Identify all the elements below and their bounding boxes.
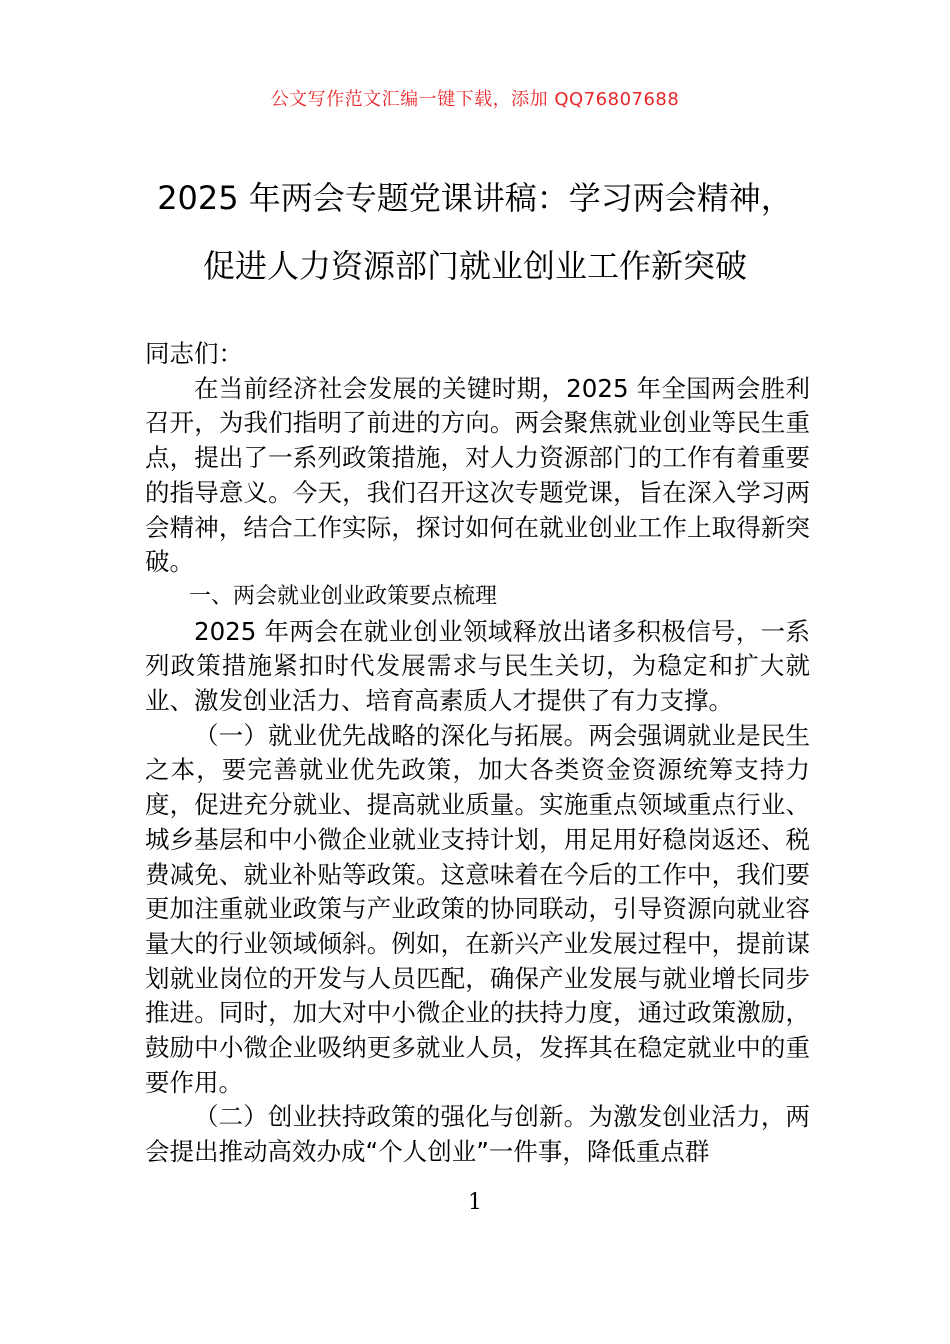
- section-heading-1: 一、两会就业创业政策要点梳理: [189, 583, 498, 609]
- promo-header-note: 公文写作范文汇编一键下载，添加 QQ76807688: [270, 89, 680, 110]
- page-number: 1: [468, 1190, 482, 1215]
- document-title-line-1: 2025 年两会专题党课讲稿：学习两会精神，: [157, 179, 793, 217]
- document-title-line-2: 促进人力资源部门就业创业工作新突破: [202, 247, 747, 285]
- document-body: [145, 337, 810, 1170]
- paragraph-intro: 在当前经济社会发展的关键时期，2025 年全国两会胜利召开，为我们指明了前进的方向。两会聚焦就业创业等民生重点，提出了一系列政策措施，对人力资源部门的工作有着重要的指导意义。今天，我们召开这次专题党课，旨在深入学习两会精神，结合工作实际，探讨如何在就业创业工作上取得新突破。: [145, 373, 810, 577]
- paragraph-section-1-intro: 2025 年两会在就业创业领域释放出诸多积极信号，一系列政策措施紧扣时代发展需求与民生关切，为稳定和扩大就业、激发创业活力、培育高素质人才提供了有力支撑。: [145, 616, 810, 716]
- greeting: 同志们：: [145, 339, 243, 368]
- paragraph-subsection-2: （二）创业扶持政策的强化与创新。为激发创业活力，两会提出推动高效办成“个人创业”一件事，降低重点群: [145, 1102, 810, 1167]
- paragraph-subsection-1: （一）就业优先战略的深化与拓展。两会强调就业是民生之本，要完善就业优先政策，加大各类资金资源统筹支持力度，促进充分就业、提高就业质量。实施重点领域重点行业、城乡基层和中小微企业就业支持计划，用足用好稳岗返还、税费减免、就业补贴等政策。这意味着在今后的工作中，我们要更加注重就业政策与产业政策的协同联动，引导资源向就业容量大的行业领域倾斜。例如，在新兴产业发展过程中，提前谋划就业岗位的开发与人员匹配，确保产业发展与就业增长同步推进。同时，加大对中小微企业的扶持力度，通过政策激励，鼓励中小微企业吸纳更多就业人员，发挥其在稳定就业中的重要作用。: [145, 720, 810, 1097]
